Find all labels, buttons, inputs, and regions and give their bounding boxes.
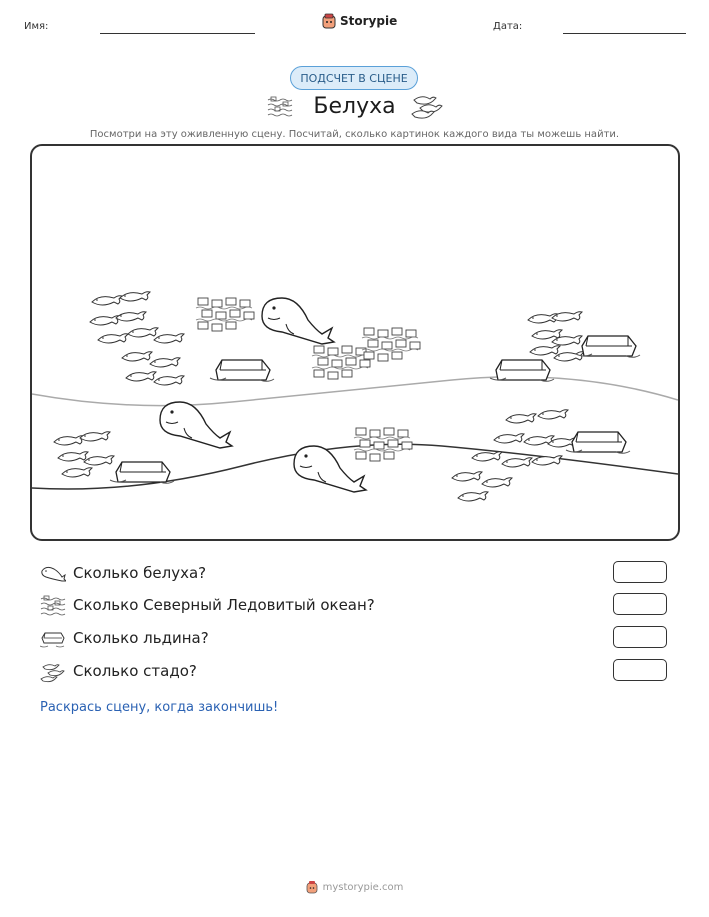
scene-illustration: [30, 144, 680, 541]
name-label: Имя:: [24, 21, 49, 32]
footer: [0, 880, 709, 894]
beluga-icon: [40, 563, 66, 585]
pod-icon: [410, 92, 444, 120]
arctic-ocean-icon: [40, 595, 66, 617]
date-field[interactable]: [563, 33, 686, 34]
page-title: Белуха: [313, 94, 396, 119]
question-text: Сколько Северный Ледовитый океан?: [73, 596, 375, 614]
scene-drawing: [32, 146, 678, 539]
question-row: [40, 626, 670, 652]
pod-icon: [40, 661, 66, 683]
answer-box[interactable]: [613, 593, 667, 615]
brand-name: Storypie: [340, 14, 398, 28]
question-text: Сколько стадо?: [73, 662, 197, 680]
footer-url[interactable]: mystorypie.com: [322, 881, 404, 893]
storypie-mascot-icon: [306, 880, 318, 894]
question-text: Сколько белуха?: [73, 564, 207, 582]
answer-box[interactable]: [613, 561, 667, 583]
date-label: Дата:: [493, 21, 523, 32]
activity-badge: ПОДСЧЕТ В СЦЕНЕ: [290, 66, 418, 90]
name-field[interactable]: [100, 33, 255, 34]
closing-note: Раскрась сцену, когда закончишь!: [40, 700, 279, 715]
question-row: [40, 593, 670, 619]
brand-logo: [322, 13, 397, 29]
question-row: [40, 561, 670, 587]
answer-box[interactable]: [613, 626, 667, 648]
ice-floe-icon: [40, 628, 66, 650]
storypie-mascot-icon: [322, 13, 336, 29]
question-row: [40, 659, 670, 685]
question-text: Сколько льдина?: [73, 629, 209, 647]
answer-box[interactable]: [613, 659, 667, 681]
instructions: Посмотри на эту оживленную сцену. Посчитай, сколько картинок каждого вида ты можешь найти.: [89, 129, 620, 140]
